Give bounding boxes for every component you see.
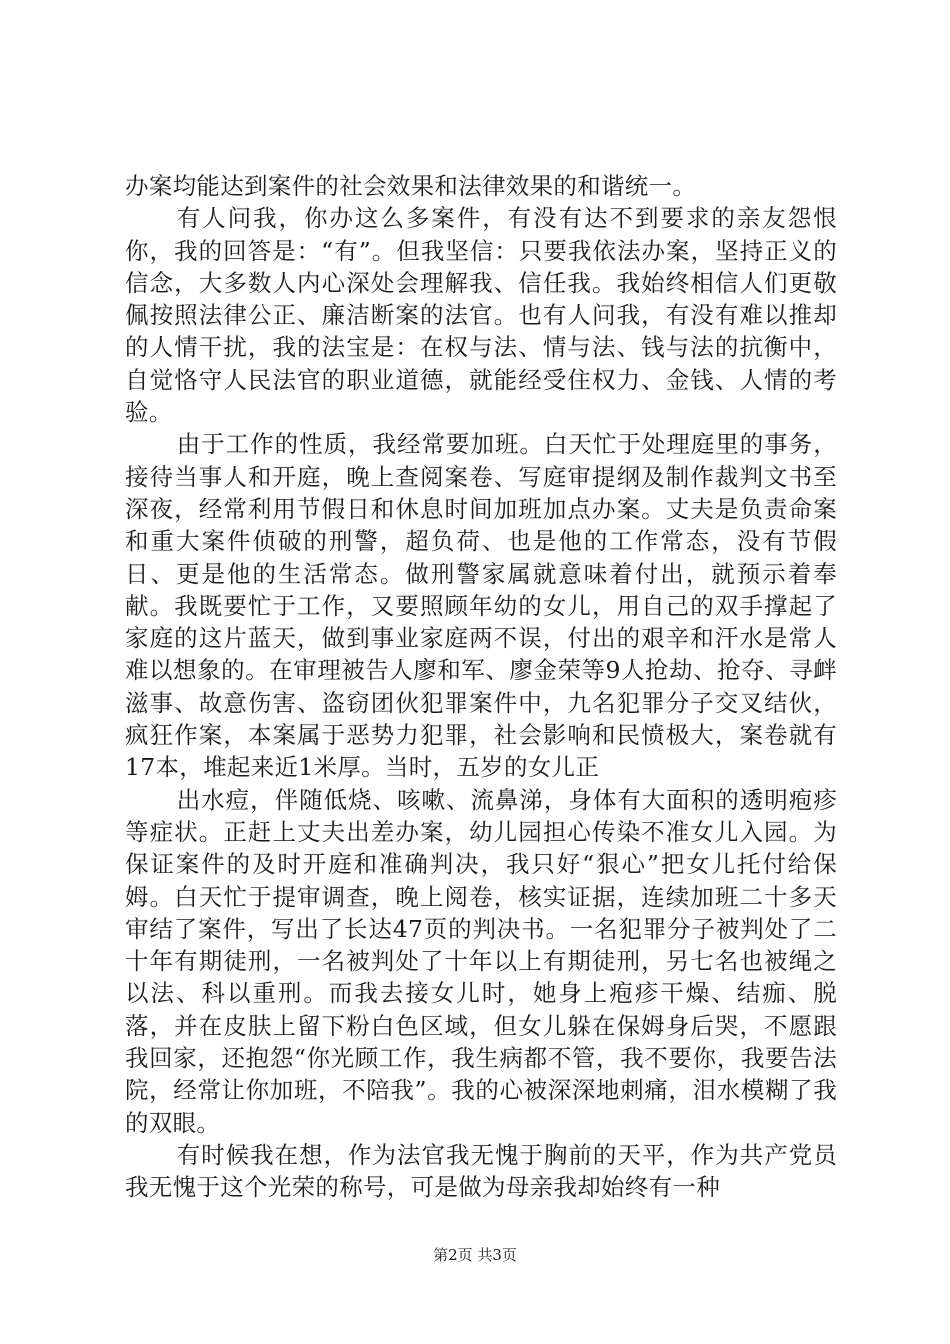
document-body bbox=[125, 170, 837, 1204]
paragraph-5: 有时候我在想，作为法官我无愧于胸前的天平，作为共产党员我无愧于这个光荣的称号，可是做为母亲我却始终有一种 bbox=[125, 1140, 837, 1202]
page-number-footer: 第2页 共3页 bbox=[433, 1246, 517, 1264]
paragraph-4: 出水痘，伴随低烧、咳嗽、流鼻涕，身体有大面积的透明疱疹等症状。正赶上丈夫出差办案，幼儿园担心传染不准女儿入园。为保证案件的及时开庭和准确判决，我只好“狠心”把女儿托付给保姆。白天忙于提审调查，晚上阅卷，核实证据，连续加班二十多天审结了案件，写出了长达47页的判决书。一名犯罪分子被判处了二十年有期徒刑，一名被判处了十年以上有期徒刑，另七名也被绳之以法、科以重刑。而我去接女儿时，她身上疱疹干燥、结痂、脱落，并在皮肤上留下粉白色区域，但女儿躲在保姆身后哭，不愿跟我回家，还抱怨“你光顾工作，我生病都不管，我不要你，我要告法院，经常让你加班，不陪我”。我的心被深深地刺痛，泪水模糊了我的双眼。 bbox=[125, 785, 837, 1137]
paragraph-1: 办案均能达到案件的社会效果和法律效果的和谐统一。 bbox=[125, 172, 697, 200]
paragraph-3: 由于工作的性质，我经常要加班。白天忙于处理庭里的事务，接待当事人和开庭，晚上查阅案卷、写庭审提纲及制作裁判文书至深夜，经常利用节假日和休息时间加班加点办案。丈夫是负责命案和重大案件侦破的刑警，超负荷、也是他的工作常态，没有节假日、更是他的生活常态。做刑警家属就意味着付出，就预示着奉献。我既要忙于工作，又要照顾年幼的女儿，用自己的双手撑起了家庭的这片蓝天，做到事业家庭两不误，付出的艰辛和汗水是常人难以想象的。在审理被告人廖和军、廖金荣等9人抢劫、抢夺、寻衅滋事、故意伤害、盗窃团伙犯罪案件中，九名犯罪分子交叉结伙，疯狂作案，本案属于恶势力犯罪，社会影响和民愤极大，案卷就有17本，堆起来近1米厚。当时，五岁的女儿正 bbox=[125, 430, 837, 782]
paragraph-2: 有人问我，你办这么多案件，有没有达不到要求的亲友怨恨你，我的回答是：“有”。但我坚信：只要我依法办案，坚持正义的信念，大多数人内心深处会理解我、信任我。我始终相信人们更敬佩按照法律公正、廉洁断案的法官。也有人问我，有没有难以推却的人情干扰，我的法宝是：在权与法、情与法、钱与法的抗衡中，自觉恪守人民法官的职业道德，就能经受住权力、金钱、人情的考验。 bbox=[125, 204, 837, 427]
